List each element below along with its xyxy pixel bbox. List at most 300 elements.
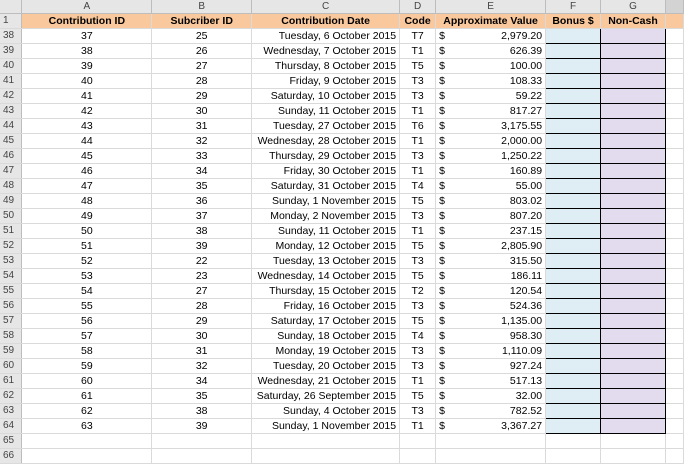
column-header-f[interactable]: F	[546, 0, 601, 14]
cell-non-cash-input[interactable]	[601, 419, 666, 434]
cell-contribution-date[interactable]: Sunday, 4 October 2015	[252, 404, 400, 419]
cell-contribution-id[interactable]: 55	[22, 299, 152, 314]
header-code[interactable]: Code	[400, 14, 436, 29]
row-header[interactable]: 47	[0, 164, 22, 179]
cell-empty[interactable]	[665, 299, 683, 314]
cell-contribution-date[interactable]: Sunday, 18 October 2015	[252, 329, 400, 344]
cell-subscriber-id[interactable]: 22	[152, 254, 252, 269]
header-contribution-id[interactable]: Contribution ID	[22, 14, 152, 29]
cell-code[interactable]: T3	[400, 299, 436, 314]
cell-empty[interactable]	[665, 74, 683, 89]
cell-non-cash-input[interactable]	[601, 374, 666, 389]
cell-bonus-input[interactable]	[546, 74, 601, 89]
cell-non-cash-input[interactable]	[601, 194, 666, 209]
cell-bonus-input[interactable]	[546, 44, 601, 59]
table-row	[0, 134, 684, 149]
cell-contribution-date[interactable]: Thursday, 15 October 2015	[252, 284, 400, 299]
column-header-g[interactable]: G	[601, 0, 666, 14]
cell-non-cash-input[interactable]	[601, 134, 666, 149]
cell-bonus-input[interactable]	[546, 284, 601, 299]
cell-subscriber-id[interactable]: 34	[152, 374, 252, 389]
cell-contribution-id[interactable]: 56	[22, 314, 152, 329]
cell-code[interactable]: T5	[400, 314, 436, 329]
cell-empty[interactable]	[665, 419, 683, 434]
cell-non-cash-input[interactable]	[601, 224, 666, 239]
cell-empty[interactable]	[665, 194, 683, 209]
cell-contribution-id[interactable]: 43	[22, 119, 152, 134]
cell-non-cash-input[interactable]	[601, 329, 666, 344]
cell-empty[interactable]	[665, 224, 683, 239]
cell-code[interactable]: T5	[400, 389, 436, 404]
row-header[interactable]: 54	[0, 269, 22, 284]
cell-contribution-id[interactable]: 47	[22, 179, 152, 194]
cell-contribution-id[interactable]: 39	[22, 59, 152, 74]
cell-empty[interactable]	[665, 284, 683, 299]
cell-code[interactable]: T2	[400, 284, 436, 299]
cell-approximate-value[interactable]	[436, 149, 546, 164]
cell-subscriber-id[interactable]: 26	[152, 44, 252, 59]
cell-bonus-input[interactable]	[546, 389, 601, 404]
cell-approximate-value[interactable]	[436, 314, 546, 329]
cell-approximate-value[interactable]	[436, 179, 546, 194]
cell-bonus-input[interactable]	[546, 404, 601, 419]
cell-code[interactable]: T5	[400, 269, 436, 284]
cell-subscriber-id[interactable]: 38	[152, 404, 252, 419]
cell-non-cash-input[interactable]	[601, 299, 666, 314]
empty-row	[0, 434, 684, 449]
cell-non-cash-input[interactable]	[601, 119, 666, 134]
row-header[interactable]: 65	[0, 434, 22, 449]
cell-contribution-date[interactable]: Sunday, 11 October 2015	[252, 224, 400, 239]
cell-non-cash-input[interactable]	[601, 164, 666, 179]
cell-empty[interactable]	[546, 434, 601, 449]
row-header[interactable]: 56	[0, 299, 22, 314]
row-header[interactable]: 49	[0, 194, 22, 209]
cell-contribution-id[interactable]: 44	[22, 134, 152, 149]
column-header-h[interactable]	[665, 0, 683, 14]
cell-code[interactable]: T1	[400, 104, 436, 119]
cell-bonus-input[interactable]	[546, 329, 601, 344]
row-header[interactable]: 43	[0, 104, 22, 119]
table-row	[0, 209, 684, 224]
column-header-e[interactable]: E	[436, 0, 546, 14]
cell-subscriber-id[interactable]: 30	[152, 329, 252, 344]
currency-symbol: $	[439, 75, 445, 87]
cell-contribution-date[interactable]: Sunday, 1 November 2015	[252, 194, 400, 209]
row-header[interactable]: 46	[0, 149, 22, 164]
cell-empty[interactable]	[665, 164, 683, 179]
cell-empty[interactable]	[665, 374, 683, 389]
cell-code[interactable]: T5	[400, 194, 436, 209]
cell-approximate-value[interactable]	[436, 134, 546, 149]
cell-contribution-date[interactable]: Friday, 9 October 2015	[252, 74, 400, 89]
cell-code[interactable]: T6	[400, 119, 436, 134]
cell-approximate-value[interactable]	[436, 89, 546, 104]
cell-empty[interactable]	[665, 89, 683, 104]
cell-contribution-id[interactable]: 63	[22, 419, 152, 434]
cell-non-cash-input[interactable]	[601, 284, 666, 299]
cell-approximate-value[interactable]	[436, 104, 546, 119]
currency-symbol: $	[439, 90, 445, 102]
table-row	[0, 329, 684, 344]
table-row	[0, 104, 684, 119]
row-header[interactable]: 45	[0, 134, 22, 149]
cell-subscriber-id[interactable]: 28	[152, 299, 252, 314]
cell-code[interactable]: T3	[400, 74, 436, 89]
cell-empty[interactable]	[665, 104, 683, 119]
cell-approximate-value[interactable]	[436, 209, 546, 224]
column-header-c[interactable]: C	[252, 0, 400, 14]
row-header[interactable]: 53	[0, 254, 22, 269]
row-header[interactable]: 66	[0, 449, 22, 464]
cell-code[interactable]: T1	[400, 134, 436, 149]
cell-subscriber-id[interactable]: 23	[152, 269, 252, 284]
cell-approximate-value[interactable]	[436, 404, 546, 419]
cell-contribution-id[interactable]: 49	[22, 209, 152, 224]
cell-approximate-value[interactable]	[436, 194, 546, 209]
cell-subscriber-id[interactable]: 38	[152, 224, 252, 239]
cell-contribution-id[interactable]: 41	[22, 89, 152, 104]
row-header[interactable]: 58	[0, 329, 22, 344]
amount-value: 958.30	[509, 330, 543, 342]
row-header[interactable]: 40	[0, 59, 22, 74]
cell-empty[interactable]	[665, 134, 683, 149]
cell-approximate-value[interactable]	[436, 164, 546, 179]
cell-approximate-value[interactable]	[436, 239, 546, 254]
cell-empty[interactable]	[601, 434, 666, 449]
cell-contribution-date[interactable]: Saturday, 31 October 2015	[252, 179, 400, 194]
cell-contribution-date[interactable]: Monday, 12 October 2015	[252, 239, 400, 254]
cell-code[interactable]: T3	[400, 89, 436, 104]
cell-contribution-id[interactable]: 62	[22, 404, 152, 419]
cell-bonus-input[interactable]	[546, 119, 601, 134]
cell-approximate-value[interactable]	[436, 59, 546, 74]
amount-value: 315.50	[509, 255, 543, 267]
cell-approximate-value[interactable]	[436, 224, 546, 239]
cell-approximate-value[interactable]	[436, 254, 546, 269]
row-header[interactable]: 48	[0, 179, 22, 194]
cell-contribution-date[interactable]: Wednesday, 7 October 2015	[252, 44, 400, 59]
cell-code[interactable]: T3	[400, 359, 436, 374]
row-header[interactable]: 63	[0, 404, 22, 419]
cell-non-cash-input[interactable]	[601, 29, 666, 44]
cell-approximate-value[interactable]	[436, 329, 546, 344]
cell-contribution-date[interactable]: Wednesday, 21 October 2015	[252, 374, 400, 389]
cell-subscriber-id[interactable]: 32	[152, 359, 252, 374]
cell-subscriber-id[interactable]: 27	[152, 59, 252, 74]
cell-non-cash-input[interactable]	[601, 104, 666, 119]
cell-contribution-date[interactable]: Sunday, 11 October 2015	[252, 104, 400, 119]
cell-bonus-input[interactable]	[546, 254, 601, 269]
cell-contribution-id[interactable]: 59	[22, 359, 152, 374]
cell-bonus-input[interactable]	[546, 359, 601, 374]
cell-code[interactable]: T3	[400, 404, 436, 419]
table-row	[0, 44, 684, 59]
cell-contribution-date[interactable]: Thursday, 8 October 2015	[252, 59, 400, 74]
cell-approximate-value[interactable]	[436, 299, 546, 314]
cell-empty[interactable]	[665, 29, 683, 44]
currency-symbol: $	[439, 420, 445, 432]
cell-contribution-date[interactable]: Saturday, 26 September 2015	[252, 389, 400, 404]
amount-value: 108.33	[509, 75, 543, 87]
cell-empty[interactable]	[546, 449, 601, 464]
cell-contribution-date[interactable]: Monday, 2 November 2015	[252, 209, 400, 224]
cell-code[interactable]: T3	[400, 344, 436, 359]
cell-empty[interactable]	[400, 434, 436, 449]
row-header[interactable]: 55	[0, 284, 22, 299]
cell-bonus-input[interactable]	[546, 239, 601, 254]
header-contribution-date[interactable]: Contribution Date	[252, 14, 400, 29]
cell-approximate-value[interactable]	[436, 44, 546, 59]
currency-symbol: $	[439, 225, 445, 237]
cell-contribution-date[interactable]: Friday, 16 October 2015	[252, 299, 400, 314]
cell-contribution-date[interactable]: Tuesday, 27 October 2015	[252, 119, 400, 134]
cell-bonus-input[interactable]	[546, 164, 601, 179]
cell-contribution-id[interactable]: 46	[22, 164, 152, 179]
cell-bonus-input[interactable]	[546, 59, 601, 74]
cell-contribution-id[interactable]: 40	[22, 74, 152, 89]
cell-non-cash-input[interactable]	[601, 89, 666, 104]
cell-non-cash-input[interactable]	[601, 179, 666, 194]
row-header[interactable]: 64	[0, 419, 22, 434]
cell-contribution-date[interactable]: Saturday, 17 October 2015	[252, 314, 400, 329]
cell-code[interactable]: T3	[400, 149, 436, 164]
cell-contribution-id[interactable]: 52	[22, 254, 152, 269]
currency-symbol: $	[439, 330, 445, 342]
cell-empty[interactable]	[665, 254, 683, 269]
currency-symbol: $	[439, 390, 445, 402]
cell-empty[interactable]	[22, 449, 152, 464]
cell-contribution-id[interactable]: 51	[22, 239, 152, 254]
cell-contribution-date[interactable]: Thursday, 29 October 2015	[252, 149, 400, 164]
cell-approximate-value[interactable]	[436, 284, 546, 299]
header-approximate-value[interactable]: Approximate Value	[436, 14, 546, 29]
cell-empty[interactable]	[252, 434, 400, 449]
header-bonus[interactable]: Bonus $	[546, 14, 601, 29]
cell-non-cash-input[interactable]	[601, 389, 666, 404]
cell-contribution-id[interactable]: 50	[22, 224, 152, 239]
cell-contribution-id[interactable]: 57	[22, 329, 152, 344]
cell-subscriber-id[interactable]: 35	[152, 389, 252, 404]
amount-value: 160.89	[509, 165, 543, 177]
row-header[interactable]: 52	[0, 239, 22, 254]
cell-non-cash-input[interactable]	[601, 59, 666, 74]
header-subscriber-id[interactable]: Subcriber ID	[152, 14, 252, 29]
cell-contribution-date[interactable]: Tuesday, 20 October 2015	[252, 359, 400, 374]
cell-code[interactable]: T3	[400, 254, 436, 269]
cell-subscriber-id[interactable]: 32	[152, 134, 252, 149]
cell-bonus-input[interactable]	[546, 134, 601, 149]
cell-bonus-input[interactable]	[546, 209, 601, 224]
cell-approximate-value[interactable]	[436, 269, 546, 284]
cell-subscriber-id[interactable]: 39	[152, 239, 252, 254]
cell-contribution-id[interactable]: 42	[22, 104, 152, 119]
cell-empty[interactable]	[665, 44, 683, 59]
amount-value: 186.11	[510, 270, 543, 282]
amount-value: 782.52	[509, 405, 543, 417]
cell-contribution-id[interactable]: 38	[22, 44, 152, 59]
header-empty-cell[interactable]	[665, 14, 683, 29]
cell-subscriber-id[interactable]: 29	[152, 89, 252, 104]
cell-bonus-input[interactable]	[546, 344, 601, 359]
cell-contribution-id[interactable]: 37	[22, 29, 152, 44]
cell-empty[interactable]	[665, 359, 683, 374]
cell-empty[interactable]	[665, 149, 683, 164]
cell-empty[interactable]	[152, 434, 252, 449]
cell-subscriber-id[interactable]: 28	[152, 74, 252, 89]
cell-bonus-input[interactable]	[546, 194, 601, 209]
row-header[interactable]: 41	[0, 74, 22, 89]
cell-bonus-input[interactable]	[546, 299, 601, 314]
cell-empty[interactable]	[601, 449, 666, 464]
cell-contribution-date[interactable]: Wednesday, 28 October 2015	[252, 134, 400, 149]
column-header-a[interactable]: A	[22, 0, 152, 14]
cell-bonus-input[interactable]	[546, 419, 601, 434]
cell-non-cash-input[interactable]	[601, 404, 666, 419]
cell-bonus-input[interactable]	[546, 149, 601, 164]
cell-non-cash-input[interactable]	[601, 254, 666, 269]
cell-bonus-input[interactable]	[546, 269, 601, 284]
cell-approximate-value[interactable]	[436, 344, 546, 359]
cell-contribution-date[interactable]: Wednesday, 14 October 2015	[252, 269, 400, 284]
cell-bonus-input[interactable]	[546, 314, 601, 329]
cell-subscriber-id[interactable]: 34	[152, 164, 252, 179]
row-header[interactable]: 1	[0, 14, 22, 29]
cell-approximate-value[interactable]	[436, 419, 546, 434]
row-header[interactable]: 61	[0, 374, 22, 389]
cell-code[interactable]: T1	[400, 419, 436, 434]
cell-empty[interactable]	[665, 404, 683, 419]
cell-empty[interactable]	[400, 449, 436, 464]
cell-approximate-value[interactable]	[436, 74, 546, 89]
cell-empty[interactable]	[436, 449, 546, 464]
cell-code[interactable]: T3	[400, 209, 436, 224]
cell-empty[interactable]	[665, 59, 683, 74]
cell-contribution-date[interactable]: Monday, 19 October 2015	[252, 344, 400, 359]
row-header[interactable]: 38	[0, 29, 22, 44]
cell-contribution-date[interactable]: Tuesday, 6 October 2015	[252, 29, 400, 44]
cell-empty[interactable]	[152, 449, 252, 464]
cell-code[interactable]: T1	[400, 224, 436, 239]
cell-contribution-id[interactable]: 54	[22, 284, 152, 299]
cell-subscriber-id[interactable]: 29	[152, 314, 252, 329]
cell-empty[interactable]	[665, 344, 683, 359]
cell-code[interactable]: T4	[400, 179, 436, 194]
cell-empty[interactable]	[665, 434, 683, 449]
cell-approximate-value[interactable]	[436, 29, 546, 44]
cell-empty[interactable]	[665, 239, 683, 254]
table-row	[0, 29, 684, 44]
cell-bonus-input[interactable]	[546, 224, 601, 239]
cell-code[interactable]: T1	[400, 44, 436, 59]
cell-contribution-id[interactable]: 53	[22, 269, 152, 284]
cell-approximate-value[interactable]	[436, 389, 546, 404]
cell-subscriber-id[interactable]: 33	[152, 149, 252, 164]
cell-contribution-id[interactable]: 48	[22, 194, 152, 209]
cell-empty[interactable]	[665, 389, 683, 404]
cell-subscriber-id[interactable]: 31	[152, 344, 252, 359]
cell-subscriber-id[interactable]: 30	[152, 104, 252, 119]
select-all-corner[interactable]	[0, 0, 22, 14]
cell-contribution-id[interactable]: 58	[22, 344, 152, 359]
cell-contribution-date[interactable]: Sunday, 1 November 2015	[252, 419, 400, 434]
row-header[interactable]: 60	[0, 359, 22, 374]
header-non-cash[interactable]: Non-Cash	[601, 14, 666, 29]
cell-non-cash-input[interactable]	[601, 269, 666, 284]
row-header[interactable]: 51	[0, 224, 22, 239]
cell-code[interactable]: T5	[400, 59, 436, 74]
cell-contribution-date[interactable]: Friday, 30 October 2015	[252, 164, 400, 179]
cell-empty[interactable]	[665, 179, 683, 194]
row-header[interactable]: 57	[0, 314, 22, 329]
cell-empty[interactable]	[665, 209, 683, 224]
amount-value: 3,367.27	[501, 420, 543, 432]
cell-bonus-input[interactable]	[546, 179, 601, 194]
cell-non-cash-input[interactable]	[601, 74, 666, 89]
cell-non-cash-input[interactable]	[601, 344, 666, 359]
cell-empty[interactable]	[665, 329, 683, 344]
cell-contribution-id[interactable]: 60	[22, 374, 152, 389]
cell-contribution-date[interactable]: Tuesday, 13 October 2015	[252, 254, 400, 269]
cell-bonus-input[interactable]	[546, 89, 601, 104]
cell-empty[interactable]	[22, 434, 152, 449]
cell-non-cash-input[interactable]	[601, 314, 666, 329]
cell-code[interactable]: T1	[400, 374, 436, 389]
cell-approximate-value[interactable]	[436, 374, 546, 389]
cell-empty[interactable]	[665, 119, 683, 134]
column-header-d[interactable]: D	[400, 0, 436, 14]
cell-code[interactable]: T7	[400, 29, 436, 44]
cell-non-cash-input[interactable]	[601, 239, 666, 254]
cell-bonus-input[interactable]	[546, 29, 601, 44]
cell-approximate-value[interactable]	[436, 119, 546, 134]
cell-contribution-id[interactable]: 61	[22, 389, 152, 404]
column-header-b[interactable]: B	[152, 0, 252, 14]
cell-non-cash-input[interactable]	[601, 44, 666, 59]
currency-symbol: $	[439, 345, 445, 357]
row-header[interactable]: 62	[0, 389, 22, 404]
cell-subscriber-id[interactable]: 31	[152, 119, 252, 134]
cell-empty[interactable]	[665, 269, 683, 284]
cell-contribution-id[interactable]: 45	[22, 149, 152, 164]
row-header[interactable]: 44	[0, 119, 22, 134]
cell-approximate-value[interactable]	[436, 359, 546, 374]
cell-non-cash-input[interactable]	[601, 359, 666, 374]
row-header[interactable]: 39	[0, 44, 22, 59]
cell-subscriber-id[interactable]: 25	[152, 29, 252, 44]
cell-contribution-date[interactable]: Saturday, 10 October 2015	[252, 89, 400, 104]
cell-subscriber-id[interactable]: 27	[152, 284, 252, 299]
cell-subscriber-id[interactable]: 39	[152, 419, 252, 434]
row-header[interactable]: 59	[0, 344, 22, 359]
cell-code[interactable]: T4	[400, 329, 436, 344]
cell-bonus-input[interactable]	[546, 374, 601, 389]
cell-empty[interactable]	[436, 434, 546, 449]
cell-subscriber-id[interactable]: 35	[152, 179, 252, 194]
cell-empty[interactable]	[665, 449, 683, 464]
row-header[interactable]: 50	[0, 209, 22, 224]
cell-subscriber-id[interactable]: 36	[152, 194, 252, 209]
cell-code[interactable]: T1	[400, 164, 436, 179]
cell-non-cash-input[interactable]	[601, 149, 666, 164]
cell-empty[interactable]	[252, 449, 400, 464]
row-header[interactable]: 42	[0, 89, 22, 104]
cell-code[interactable]: T5	[400, 239, 436, 254]
cell-bonus-input[interactable]	[546, 104, 601, 119]
cell-non-cash-input[interactable]	[601, 209, 666, 224]
cell-subscriber-id[interactable]: 37	[152, 209, 252, 224]
cell-empty[interactable]	[665, 314, 683, 329]
